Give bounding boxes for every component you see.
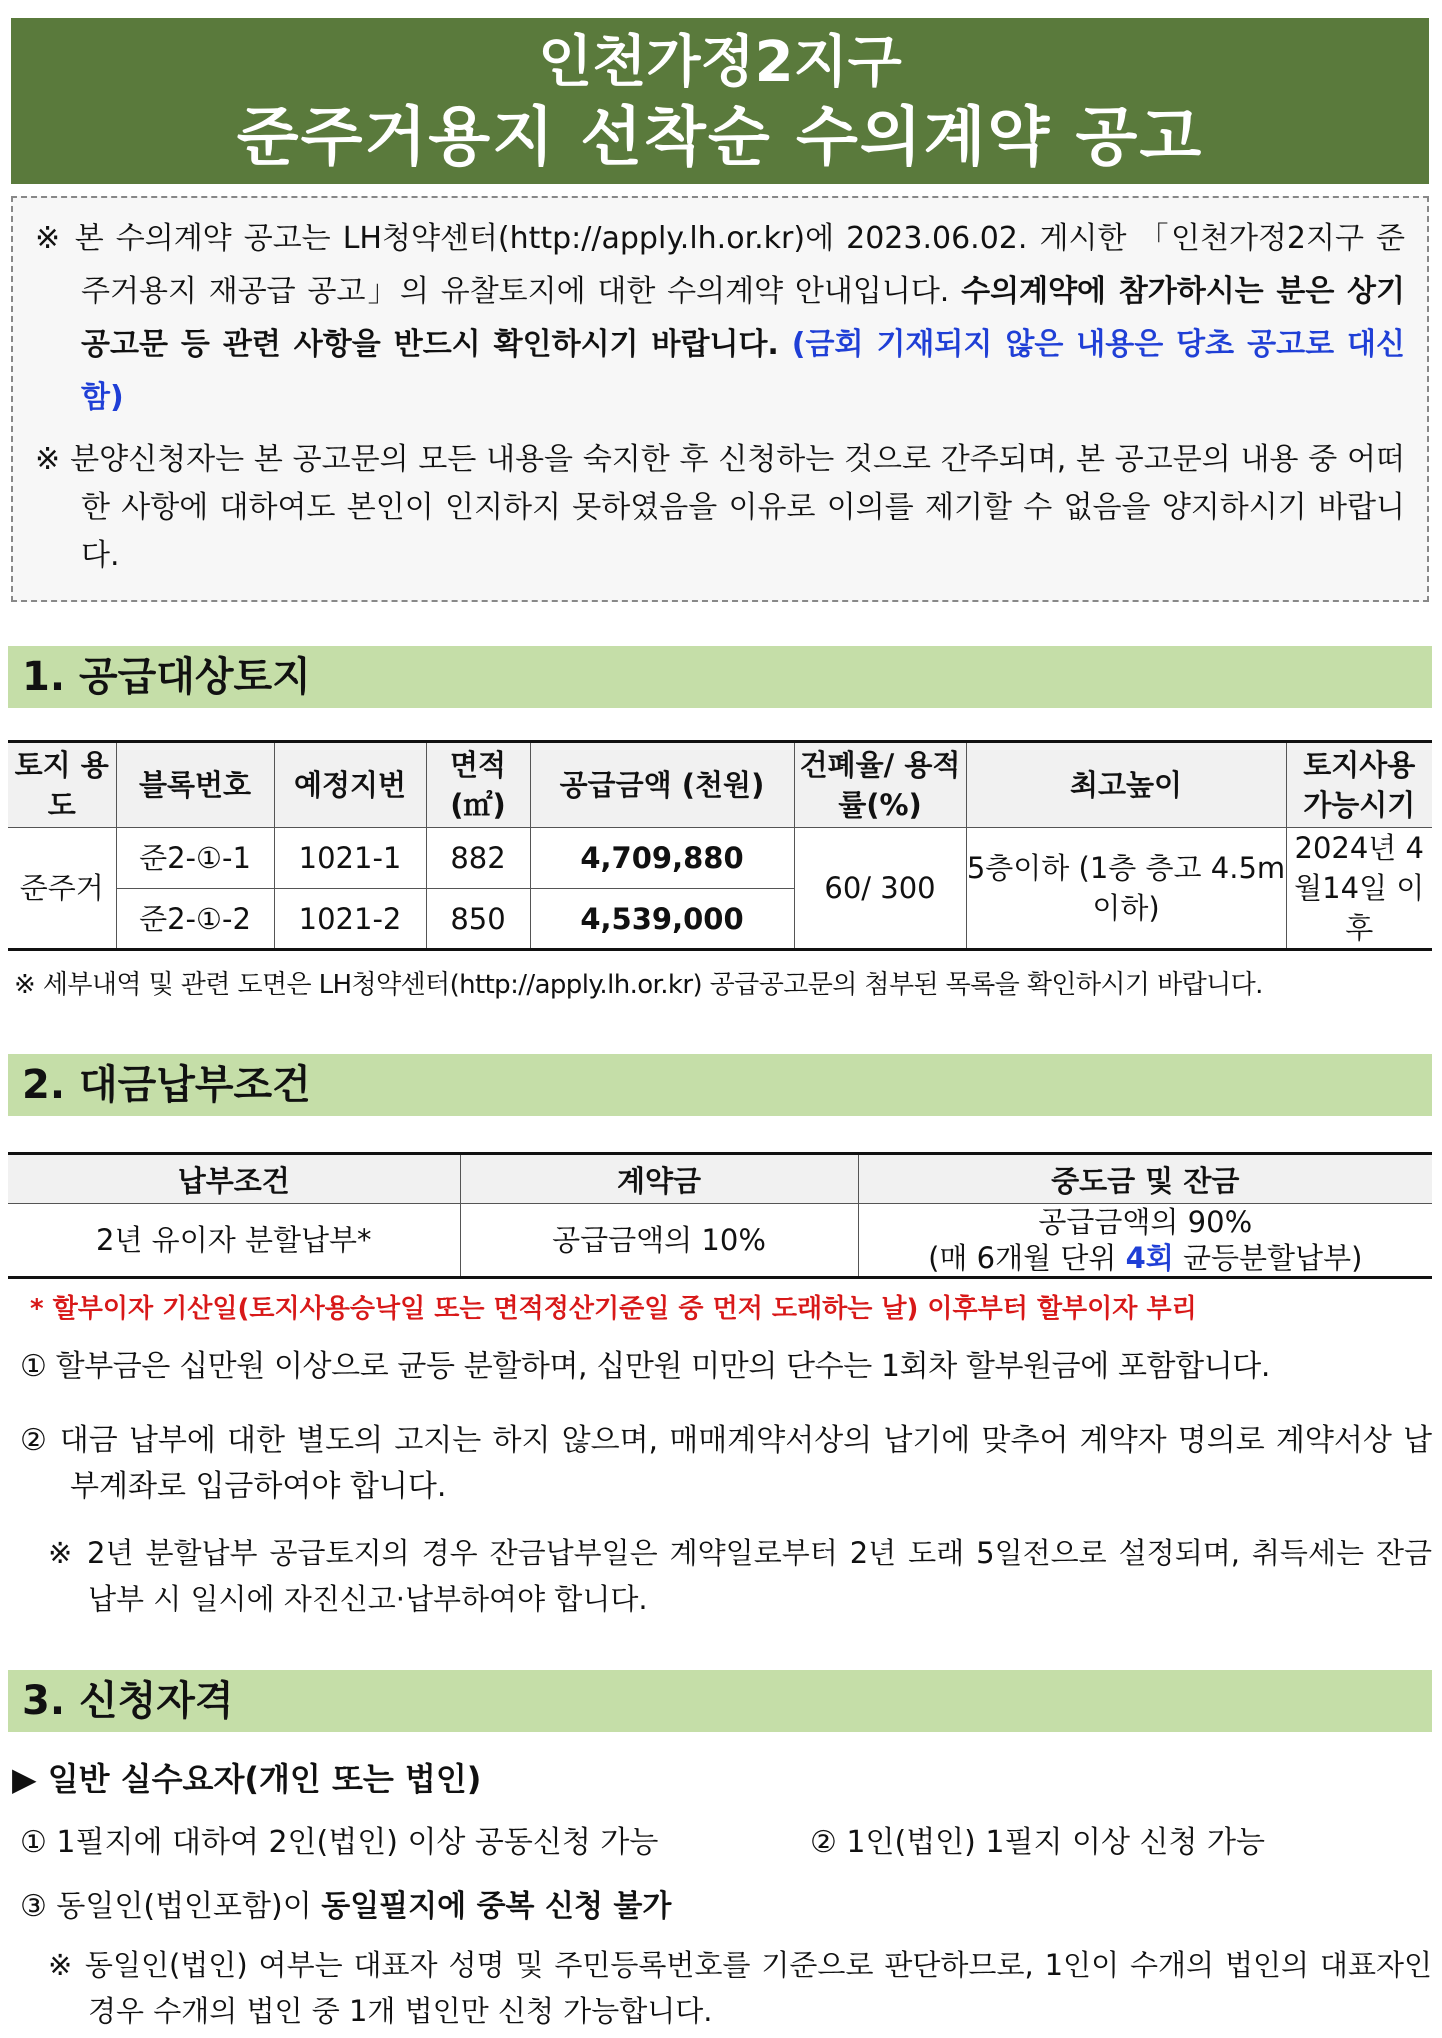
cell-lot: 1021-2 — [274, 889, 426, 950]
payment-table — [8, 1152, 1432, 1279]
table-row — [8, 1204, 1432, 1278]
th-land-use: 토지 용도 — [8, 742, 116, 828]
cell-condition: 2년 유이자 분할납부* — [8, 1204, 460, 1278]
th-price: 공급금액 (천원) — [530, 742, 794, 828]
section3-item3-text: ③ 동일인(법인포함)이 — [20, 1889, 322, 1924]
table-row — [8, 828, 1432, 889]
cell-block: 준2-①-2 — [116, 889, 274, 950]
cell-price: 4,709,880 — [530, 828, 794, 889]
cell-balance-line2 — [859, 1240, 1433, 1276]
section2-header — [8, 1054, 1432, 1116]
title-line2: 준주거용지 선착순 수의계약 공고 — [236, 101, 1204, 175]
notice-p1-bold: 수의계약에 참가하시는 분은 상기 공고문 등 관련 사항을 반드시 확인하시기 바랍니다. — [81, 274, 1405, 362]
th-block: 블록번호 — [116, 742, 274, 828]
th-lot: 예정지번 — [274, 742, 426, 828]
section2-heading: 2. 대금납부조건 — [22, 1062, 311, 1108]
cell-height: 5층이하 (1층 층고 4.5m이하) — [966, 828, 1286, 950]
section3-header — [8, 1670, 1432, 1732]
th-balance: 중도금 및 잔금 — [858, 1154, 1432, 1204]
section3-item3 — [20, 1884, 1420, 1930]
cell-deposit: 공급금액의 10% — [460, 1204, 858, 1278]
th-height: 최고높이 — [966, 742, 1286, 828]
cell-area: 882 — [426, 828, 530, 889]
notice-box — [11, 196, 1429, 602]
cell-area: 850 — [426, 889, 530, 950]
th-deposit: 계약금 — [460, 1154, 858, 1204]
section3-subheading: ▶ 일반 실수요자(개인 또는 법인) — [12, 1760, 482, 1798]
section2-item1: ① 할부금은 십만원 이상으로 균등 분할하며, 십만원 미만의 단수는 1회차 할부원금에 포함합니다. — [20, 1349, 1270, 1384]
section3-item3-bold: 동일필지에 중복 신청 불가 — [321, 1889, 672, 1924]
notice-p1-text: ※ 본 수의계약 공고는 LH청약센터(http://apply.lh.or.kr)에 2023.06.02. 게시한 「인천가정2지구 준주거용지 재공급 공고」의 유찰토지에 대한 수의계약 안내입니다. — [35, 221, 1405, 309]
cell-usable: 2024년 4월14일 이후 — [1286, 828, 1432, 950]
section3-note: ※ 동일인(법인) 여부는 대표자 성명 및 주민등록번호를 기준으로 판단하므로, 1인이 수개의 법인의 대표자인 경우 수개의 법인 중 1개 법인만 신청 가능합니다. — [48, 1948, 1432, 2028]
th-ratio: 건폐율/ 용적률(%) — [794, 742, 966, 828]
balance-l2-b: 균등분할납부) — [1173, 1241, 1363, 1275]
cell-ratio: 60/ 300 — [794, 828, 966, 950]
th-condition: 납부조건 — [8, 1154, 460, 1204]
section2-note: ※ 2년 분할납부 공급토지의 경우 잔금납부일은 계약일로부터 2년 도래 5일전으로 설정되며, 취득세는 잔금 납부 시 일시에 자진신고·납부하여야 합니다. — [48, 1536, 1432, 1616]
th-usable: 토지사용 가능시기 — [1286, 742, 1432, 828]
th-area: 면적 (㎡) — [426, 742, 530, 828]
section3-item1: ① 1필지에 대하여 2인(법인) 이상 공동신청 가능 — [20, 1825, 659, 1860]
balance-l2-blue: 4회 — [1125, 1241, 1174, 1275]
supply-land-table — [8, 740, 1432, 951]
section1-heading: 1. 공급대상토지 — [22, 654, 311, 700]
notice-paragraph-1 — [35, 212, 1405, 424]
cell-price: 4,539,000 — [530, 889, 794, 950]
cell-block: 준2-①-1 — [116, 828, 274, 889]
cell-lot: 1021-1 — [274, 828, 426, 889]
cell-balance-line1: 공급금액의 90% — [1038, 1205, 1253, 1239]
notice-p1-blue: (금회 기재되지 않은 내용은 당초 공고로 대신함) — [81, 327, 1405, 415]
title-banner — [11, 18, 1429, 184]
section2-item2: ② 대금 납부에 대한 별도의 고지는 하지 않으며, 매매계약서상의 납기에 맞추어 계약자 명의로 계약서상 납부계좌로 입금하여야 합니다. — [20, 1423, 1432, 1504]
cell-land-use: 준주거 — [8, 828, 116, 950]
section1-header — [8, 646, 1432, 708]
section3-item2: ② 1인(법인) 1필지 이상 신청 가능 — [810, 1825, 1265, 1860]
notice-paragraph-2: ※ 분양신청자는 본 공고문의 모든 내용을 숙지한 후 신청하는 것으로 간주되며, 본 공고문의 내용 중 어떠한 사항에 대하여도 본인이 인지하지 못하였음을 이유로 이의를 제기할 수 없음을 양지하시기 바랍니다. — [35, 442, 1405, 573]
balance-l2-a: (매 6개월 단위 — [928, 1241, 1126, 1275]
cell-balance — [858, 1204, 1432, 1278]
title-line1: 인천가정2지구 — [538, 30, 902, 95]
section3-heading: 3. 신청자격 — [22, 1678, 234, 1724]
section1-note: ※ 세부내역 및 관련 도면은 LH청약센터(http://apply.lh.or.kr) 공급공고문의 첨부된 목록을 확인하시기 바랍니다. — [14, 970, 1263, 1000]
section2-footnote: * 할부이자 기산일(토지사용승낙일 또는 면적정산기준일 중 먼저 도래하는 날) 이후부터 할부이자 부리 — [30, 1294, 1197, 1324]
